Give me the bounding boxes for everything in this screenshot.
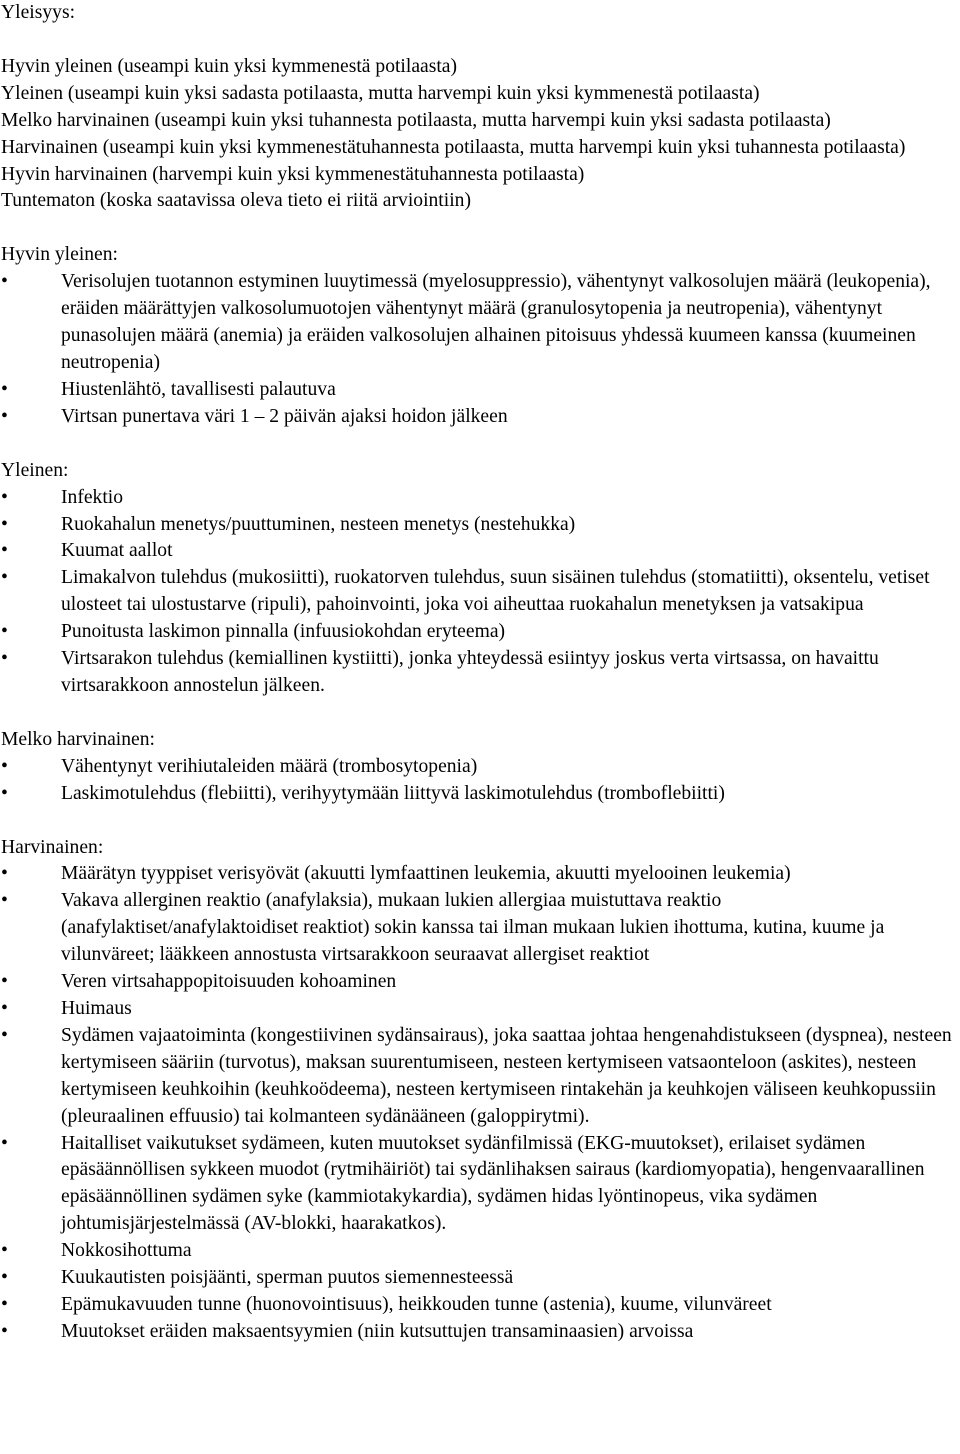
list-item bbox=[0, 996, 960, 1023]
side-effect-list bbox=[0, 269, 960, 430]
side-effect-list bbox=[0, 861, 960, 1345]
bullet-icon: • bbox=[1, 540, 8, 562]
list-item-text: Laskimotulehdus (flebiitti), verihyytymään liittyvä laskimotulehdus (tromboflebiitti) bbox=[61, 782, 725, 804]
list-item-text: Punoitusta laskimon pinnalla (infuusiokohdan eryteema) bbox=[61, 621, 506, 643]
section-heading: Hyvin yleinen: bbox=[1, 244, 118, 266]
side-effect-list bbox=[0, 485, 960, 700]
list-item bbox=[0, 512, 960, 539]
list-item-text: Infektio bbox=[61, 486, 124, 508]
bullet-icon: • bbox=[1, 1320, 8, 1342]
section-common bbox=[0, 458, 960, 700]
bullet-icon: • bbox=[1, 621, 8, 643]
section-heading: Yleinen: bbox=[1, 459, 69, 481]
list-item-text: Nokkosihottuma bbox=[61, 1240, 192, 1262]
bullet-icon: • bbox=[1, 1240, 8, 1262]
list-item-text: Vähentynyt verihiutaleiden määrä (trombosytopenia) bbox=[61, 755, 478, 777]
list-item-text: Vakava allerginen reaktio (anafylaksia), mukaan lukien allergiaa muistuttava reaktio (anafylaktiset/anafylaktoidiset reaktiot) sokin kanssa tai ilman mukaan lukien ihottuma, kutina, kuume ja vilunväreet; lääkkeen annostusta virtsarakkoon seuraavat allergiset reaktiot bbox=[61, 890, 885, 966]
list-item bbox=[0, 1265, 960, 1292]
list-item-text: Haitalliset vaikutukset sydämeen, kuten muutokset sydänfilmissä (EKG-muutokset), erilaiset sydämen epäsäännöllisen sykkeen muodot (rytmihäiriöt) tai sydänlihaksen sairaus (kardiomyopatia), hengenvaarallinen epäsäännöllinen sydämen syke (kammiotakykardia), sydämen hidas lyöntinopeus, vika sydämen johtumisjärjestelmässä (AV-blokki, haarakatkos). bbox=[61, 1132, 925, 1235]
bullet-icon: • bbox=[1, 755, 8, 777]
list-item-text: Huimaus bbox=[61, 998, 132, 1019]
bullet-icon: • bbox=[1, 1267, 8, 1289]
list-item-text: Sydämen vajaatoiminta (kongestiivinen sydänsairaus), joka saattaa johtaa hengenahdistukseen (dyspnea), nesteen kertymiseen sääriin (turvotus), maksan suurentumiseen, nesteen kertymiseen vatsaonteloon (askites), nesteen kertymiseen keuhkoihin (keuhkoödeema), nesteen kertymiseen rintakehän ja keuhkojen väliseen keuhkopussiin (pleuraalinen effuusio) tai kolmanteen sydänääneen (galoppirytmi). bbox=[61, 1024, 952, 1127]
bullet-icon: • bbox=[1, 971, 8, 993]
list-item bbox=[0, 404, 960, 431]
list-item-text: Virtsan punertava väri 1 – 2 päivän ajaksi hoidon jälkeen bbox=[61, 405, 508, 427]
list-item bbox=[0, 269, 960, 377]
section-heading: Melko harvinainen: bbox=[1, 728, 155, 750]
list-item bbox=[0, 485, 960, 512]
side-effect-list bbox=[0, 754, 960, 808]
list-item bbox=[0, 1238, 960, 1265]
frequency-definitions-list bbox=[0, 54, 960, 215]
list-item bbox=[0, 1023, 960, 1131]
bullet-icon: • bbox=[1, 567, 8, 589]
bullet-icon: • bbox=[1, 378, 8, 400]
list-item-text: Epämukavuuden tunne (huonovointisuus), heikkouden tunne (astenia), kuume, vilunväreet bbox=[61, 1293, 772, 1315]
list-item bbox=[0, 888, 960, 969]
list-item bbox=[0, 377, 960, 404]
list-item bbox=[0, 1319, 960, 1346]
list-item-text: Kuukautisten poisjäänti, sperman puutos siemennesteessä bbox=[61, 1267, 514, 1289]
bullet-icon: • bbox=[1, 405, 8, 427]
list-item bbox=[0, 646, 960, 700]
frequency-definition: Melko harvinainen (useampi kuin yksi tuhannesta potilaasta, mutta harvempi kuin yksi sadasta potilaasta) bbox=[1, 109, 831, 131]
list-item bbox=[0, 754, 960, 781]
list-item bbox=[0, 969, 960, 996]
list-item-text: Määrätyn tyyppiset verisyövät (akuutti lymfaattinen leukemia, akuutti myelooinen leukemia) bbox=[61, 863, 791, 885]
list-item bbox=[0, 538, 960, 565]
list-item-text: Limakalvon tulehdus (mukosiitti), ruokatorven tulehdus, suun sisäinen tulehdus (stomatiitti), oksentelu, vetiset ulosteet tai ulostustarve (ripuli), pahoinvointi, joka voi aiheuttaa ruokahalun menetyksen ja vatsakipua bbox=[61, 567, 930, 616]
bullet-icon: • bbox=[1, 513, 8, 535]
bullet-icon: • bbox=[1, 486, 8, 508]
section-heading: Harvinainen: bbox=[1, 836, 104, 858]
frequency-heading: Yleisyys: bbox=[1, 2, 76, 23]
frequency-definition: Hyvin yleinen (useampi kuin yksi kymmenestä potilaasta) bbox=[1, 55, 458, 77]
list-item-text: Ruokahalun menetys/puuttuminen, nesteen menetys (nestehukka) bbox=[61, 513, 576, 535]
list-item-text: Hiustenlähtö, tavallisesti palautuva bbox=[61, 378, 336, 400]
list-item bbox=[0, 619, 960, 646]
section-rare bbox=[0, 835, 960, 1346]
bullet-icon: • bbox=[1, 863, 8, 885]
list-item bbox=[0, 1131, 960, 1239]
bullet-icon: • bbox=[1, 271, 8, 293]
list-item bbox=[0, 1292, 960, 1319]
section-uncommon bbox=[0, 727, 960, 808]
bullet-icon: • bbox=[1, 1024, 8, 1046]
list-item-text: Verisolujen tuotannon estyminen luuytimessä (myelosuppressio), vähentynyt valkosolujen määrä (leukopenia), eräiden määrättyjen valkosolumuotojen vähentynyt määrä (granulosytopenia ja neutropenia), vähentynyt punasolujen määrä (anemia) ja eräiden valkosolujen alhainen pitoisuus yhdessä kuumeen kanssa (kuumeinen neutropenia) bbox=[61, 271, 931, 373]
frequency-definition: Yleinen (useampi kuin yksi sadasta potilaasta, mutta harvempi kuin yksi kymmenestä potilaasta) bbox=[1, 82, 760, 104]
list-item bbox=[0, 781, 960, 808]
list-item bbox=[0, 861, 960, 888]
section-very-common bbox=[0, 242, 960, 430]
list-item-text: Muutokset eräiden maksaentsyymien (niin kutsuttujen transaminaasien) arvoissa bbox=[61, 1320, 694, 1342]
bullet-icon: • bbox=[1, 782, 8, 804]
bullet-icon: • bbox=[1, 1293, 8, 1315]
list-item-text: Veren virtsahappopitoisuuden kohoaminen bbox=[61, 971, 397, 993]
list-item-text: Kuumat aallot bbox=[61, 540, 173, 562]
bullet-icon: • bbox=[1, 1132, 8, 1154]
bullet-icon: • bbox=[1, 648, 8, 670]
frequency-definition: Tuntematon (koska saatavissa oleva tieto ei riitä arviointiin) bbox=[1, 190, 471, 212]
bullet-icon: • bbox=[1, 998, 8, 1019]
list-item bbox=[0, 565, 960, 619]
bullet-icon: • bbox=[1, 890, 8, 912]
frequency-definition: Hyvin harvinainen (harvempi kuin yksi kymmenestätuhannesta potilaasta) bbox=[1, 163, 585, 185]
frequency-definition: Harvinainen (useampi kuin yksi kymmenestätuhannesta potilaasta, mutta harvempi kuin yksi tuhannesta potilaasta) bbox=[1, 136, 906, 158]
list-item-text: Virtsarakon tulehdus (kemiallinen kystiitti), jonka yhteydessä esiintyy joskus verta virtsassa, on havaittu virtsarakkoon annostelun jälkeen. bbox=[61, 648, 879, 696]
